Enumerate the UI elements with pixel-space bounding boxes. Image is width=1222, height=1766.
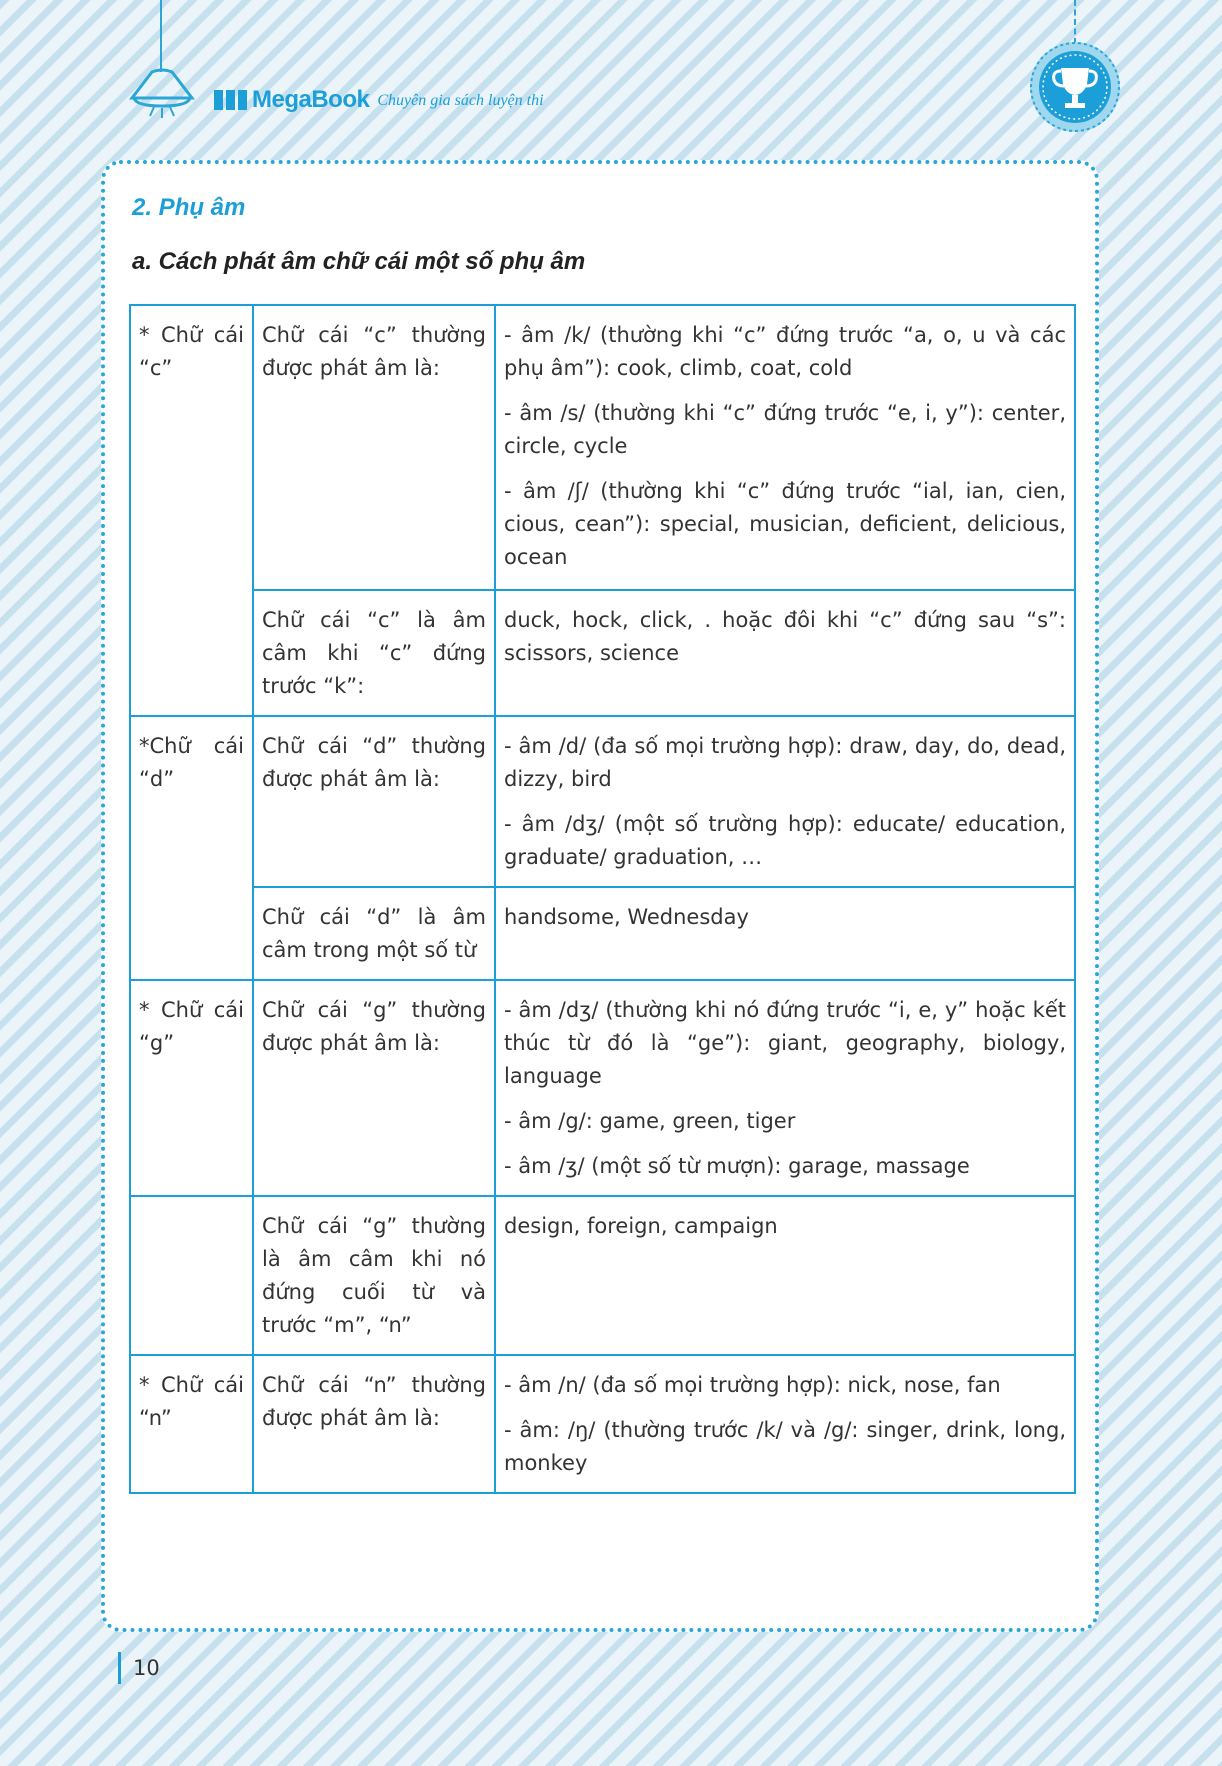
example-item: - âm /ʃ/ (thường khi “c” đứng trước “ial, ian, cien, cious, cean”): special, musician, deficient, delicious, ocean <box>504 479 1066 569</box>
example-cell: design, foreign, campaign <box>495 1196 1075 1355</box>
rule-cell: Chữ cái “d” thường được phát âm là: <box>253 716 495 887</box>
section-title: 2. Phụ âm <box>132 194 246 221</box>
ceiling-lamp-icon <box>128 68 196 120</box>
trophy-medal-icon <box>1028 40 1122 134</box>
brand-name: MegaBook <box>252 86 370 113</box>
sub-title: a. Cách phát âm chữ cái một số phụ âm <box>132 248 586 275</box>
example-cell <box>495 980 1075 1196</box>
table-row <box>130 1196 1075 1355</box>
book-logo-icon <box>214 90 248 110</box>
letter-cell: * Chữ cái “g” <box>130 980 253 1196</box>
brand-tagline: Chuyên gia sách luyện thi <box>377 92 544 109</box>
rule-cell: Chữ cái “n” thường được phát âm là: <box>253 1355 495 1493</box>
example-cell: handsome, Wednesday <box>495 887 1075 980</box>
table-row <box>130 980 1075 1196</box>
brand-logo <box>214 86 544 114</box>
example-item: - âm /dʒ/ (thường khi nó đứng trước “i, e, y” hoặc kết thúc từ đó là “ge”): giant, geography, biology, language <box>504 998 1066 1088</box>
example-item: - âm: /ŋ/ (thường trước /k/ và /g/: singer, drink, long, monkey <box>504 1418 1066 1475</box>
example-cell <box>495 716 1075 887</box>
table-row <box>130 590 1075 716</box>
page-number: 10 <box>118 1652 160 1684</box>
example-cell: duck, hock, click, . hoặc đôi khi “c” đứng sau “s”: scissors, science <box>495 590 1075 716</box>
letter-cell: * Chữ cái “c” <box>130 305 253 716</box>
letter-cell: * Chữ cái “n” <box>130 1355 253 1493</box>
example-item: - âm /g/: game, green, tiger <box>504 1109 796 1133</box>
table-row <box>130 305 1075 590</box>
table-row <box>130 1355 1075 1493</box>
example-item: - âm /k/ (thường khi “c” đứng trước “a, o, u và các phụ âm”): cook, climb, coat, cold <box>504 323 1066 380</box>
rule-cell: Chữ cái “g” thường được phát âm là: <box>253 980 495 1196</box>
example-item: - âm /ʒ/ (một số từ mượn): garage, massage <box>504 1154 970 1178</box>
medal-cord <box>1074 0 1076 44</box>
example-item: - âm /s/ (thường khi “c” đứng trước “e, i, y”): center, circle, cycle <box>504 401 1066 458</box>
example-item: - âm /dʒ/ (một số trường hợp): educate/ education, graduate/ graduation, … <box>504 812 1066 869</box>
example-cell <box>495 1355 1075 1493</box>
example-item: - âm /n/ (đa số mọi trường hợp): nick, nose, fan <box>504 1373 1001 1397</box>
rule-cell: Chữ cái “c” là âm câm khi “c” đứng trước “k”: <box>253 590 495 716</box>
example-cell <box>495 305 1075 590</box>
letter-cell-empty <box>130 1196 253 1355</box>
letter-cell: *Chữ cái “d” <box>130 716 253 980</box>
table-row <box>130 887 1075 980</box>
rule-cell: Chữ cái “g” thường là âm câm khi nó đứng cuối từ và trước “m”, “n” <box>253 1196 495 1355</box>
example-item: - âm /d/ (đa số mọi trường hợp): draw, day, do, dead, dizzy, bird <box>504 734 1066 791</box>
rule-cell: Chữ cái “c” thường được phát âm là: <box>253 305 495 590</box>
table-row <box>130 716 1075 887</box>
lamp-cord <box>160 0 162 72</box>
rule-cell: Chữ cái “d” là âm câm trong một số từ <box>253 887 495 980</box>
consonant-table <box>129 304 1076 1494</box>
